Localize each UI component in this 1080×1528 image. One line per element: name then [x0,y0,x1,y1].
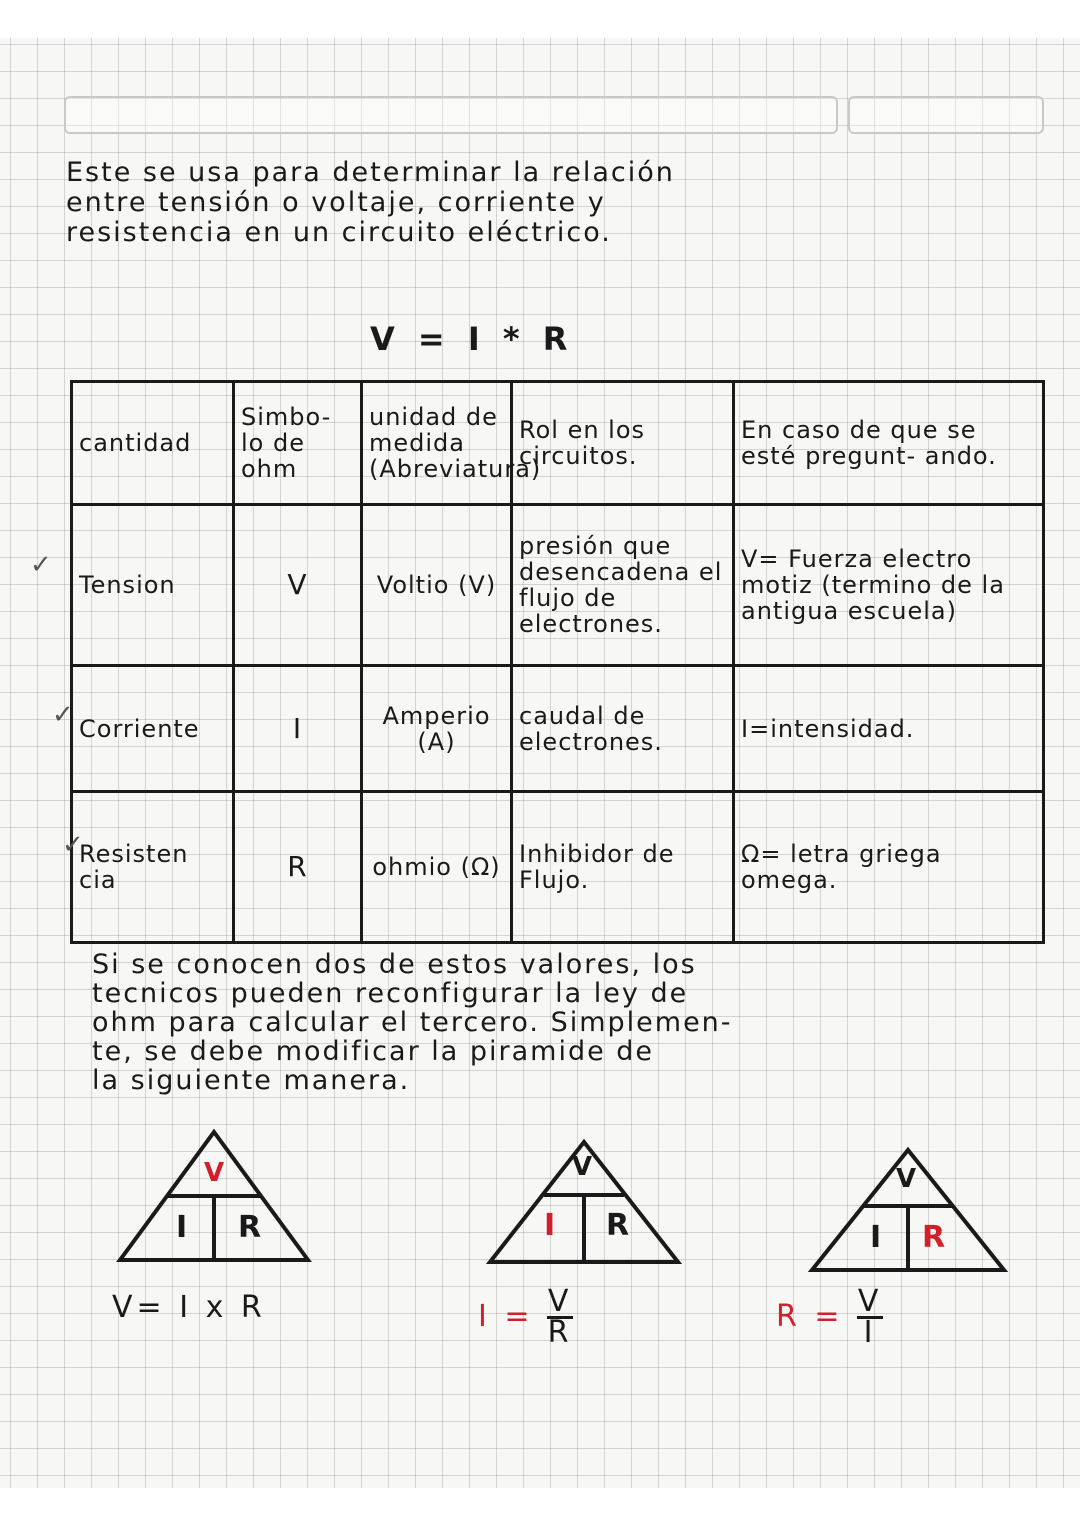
pyramid-left-i: I [544,1208,556,1243]
outro-line: te, se debe modificar la piramide de [92,1036,655,1067]
header-rol: Rol en los circuitos. [512,382,734,505]
fraction-numerator: V [857,1284,883,1319]
cell-simbolo: R [234,792,362,943]
outro-line: tecnicos pueden reconfigurar la ley de [92,978,689,1009]
cell-rol: presión que desencadena el flujo de electrones. [512,505,734,666]
cell-nota: I=intensidad. [734,666,1044,792]
cell-unidad: Amperio (A) [362,666,512,792]
formula-voltage: V= I x R [112,1290,266,1325]
check-mark-icon: ✓ [52,700,74,730]
header-unidad: unidad de medida (Abreviatura) [362,382,512,505]
cell-simbolo: V [234,505,362,666]
cell-cantidad: Resisten cia [72,792,234,943]
cell-rol: Inhibidor de Flujo. [512,792,734,943]
table-row [72,666,1044,792]
fraction [547,1284,573,1350]
table-row [72,505,1044,666]
outro-paragraph [92,950,733,1095]
outro-line: ohm para calcular el tercero. Simplemen- [92,1007,733,1038]
cell-cantidad: Corriente [72,666,234,792]
pyramid-right-r: R [238,1210,262,1245]
formula-lhs: R = [776,1299,844,1334]
outro-line: la siguiente manera. [92,1065,411,1096]
ohm-pyramid-voltage [118,1130,310,1266]
check-mark-icon: ✓ [62,830,84,860]
cell-cantidad: Tension [72,505,234,666]
fraction-denominator: I [863,1315,877,1350]
header-field-left [64,96,838,134]
cell-nota: Ω= letra griega omega. [734,792,1044,943]
pyramid-right-r: R [922,1220,946,1255]
intro-paragraph [66,158,675,248]
main-formula: V = I * R [370,320,574,358]
cell-unidad: ohmio (Ω) [362,792,512,943]
pyramid-top-v: V [896,1164,917,1194]
ohm-pyramid-current [488,1140,680,1268]
pyramid-left-i: I [176,1210,188,1245]
table-header-row [72,382,1044,505]
header-cantidad: cantidad [72,382,234,505]
header-simbolo: Simbo- lo de ohm [234,382,362,505]
fraction [857,1284,883,1350]
cell-simbolo: I [234,666,362,792]
intro-line: entre tensión o voltaje, corriente y [66,187,606,218]
formula-resistance [776,1284,883,1350]
check-mark-icon: ✓ [30,550,52,580]
pyramid-right-r: R [606,1208,630,1243]
ohm-table [70,380,1045,944]
header-nota: En caso de que se esté pregunt- ando. [734,382,1044,505]
formula-lhs: I = [478,1299,534,1334]
cell-rol: caudal de electrones. [512,666,734,792]
cell-unidad: Voltio (V) [362,505,512,666]
cell-nota: V= Fuerza electro motiz (termino de la antigua escuela) [734,505,1044,666]
pyramid-top-v: V [204,1158,225,1188]
intro-line: resistencia en un circuito eléctrico. [66,217,612,248]
triangle-shape [118,1130,310,1262]
ohm-pyramid-resistance [810,1148,1006,1276]
pyramid-left-i: I [870,1220,882,1255]
table-row [72,792,1044,943]
outro-line: Si se conocen dos de estos valores, los [92,949,697,980]
formula-current [478,1284,573,1350]
header-field-right [848,96,1044,134]
fraction-denominator: R [547,1315,573,1350]
intro-line: Este se usa para determinar la relación [66,157,675,188]
pyramid-top-v: V [572,1152,593,1182]
fraction-numerator: V [547,1284,573,1319]
